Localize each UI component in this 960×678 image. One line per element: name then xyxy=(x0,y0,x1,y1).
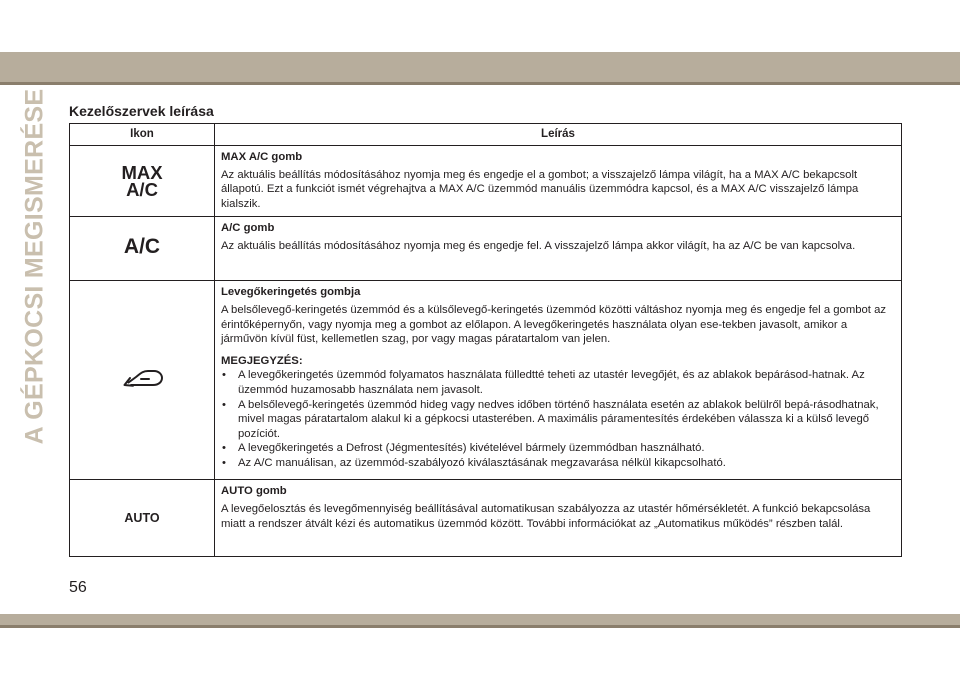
note-item: • A levegőkeringetés üzemmód folyamatos használata fülledtté teheti az utastér levegőjét, és az ablakok bepárásod-hatnak. Az üzemmód huzamosabb használata nem javasolt. xyxy=(221,368,895,397)
recirculation-note-list xyxy=(221,368,895,470)
recirculation-text: A belsőlevegő-keringetés üzemmód és a külsőlevegő-keringetés üzemmód közötti váltáshoz nyomja meg és engedje fel a gombot az érintőképernyőn, vagy nyomja meg a gombot az előlapon. A levegőkeringetés használata olyan ese-tekben javasolt, amikor a járművön kívül füst, kellemetlen szag, por vagy magas páratartalom van jelen. xyxy=(221,303,886,346)
header-description: Leírás xyxy=(215,124,902,146)
auto-text: A levegőelosztás és levegőmennyiség beállításával automatikusan szabályozza az utastér hőmérsékletét. A funkció bekapcsolása miatt a rendszer átvált kézi és automatikus üzemmód között. További információkat az „Automatikus működés” részben talál. xyxy=(221,502,871,530)
table-row-recirculation xyxy=(70,281,902,480)
ac-title: A/C gomb xyxy=(221,222,275,235)
max-ac-icon xyxy=(70,162,214,201)
header-icon: Ikon xyxy=(70,124,215,146)
note-item: • Az A/C manuálisan, az üzemmód-szabályozó kiválasztásának megzavarása nélkül kikapcsolható. xyxy=(221,456,895,471)
footer-band xyxy=(0,614,960,625)
table-row-ac xyxy=(70,217,902,281)
auto-icon-cell xyxy=(70,480,215,557)
recirculation-note-title: MEGJEGYZÉS: xyxy=(221,354,303,367)
header-rule xyxy=(0,82,960,85)
max-ac-icon-line-2: A/C xyxy=(126,179,158,201)
table-row-auto xyxy=(70,480,902,557)
ac-icon: A/C xyxy=(123,235,161,259)
note-item: • A levegőkeringetés a Defrost (Jégmentesítés) kivételével bármely üzemmódban használható. xyxy=(221,441,895,456)
page-number: 56 xyxy=(69,579,87,596)
chapter-side-title xyxy=(16,88,54,444)
recirculation-title: Levegőkeringetés gombja xyxy=(221,286,361,299)
recirculation-icon-cell xyxy=(70,281,215,480)
ac-text: Az aktuális beállítás módosításához nyomja meg és engedje fel. A visszajelző lámpa akkor világít, ha az A/C be van kapcsolva. xyxy=(221,239,856,252)
ac-icon-cell xyxy=(70,217,215,281)
section-title: Kezelőszervek leírása xyxy=(69,103,214,119)
table-row-max-ac xyxy=(70,146,902,217)
max-ac-description xyxy=(215,146,902,217)
max-ac-title: MAX A/C gomb xyxy=(221,151,303,163)
recirculation-description xyxy=(215,281,902,480)
max-ac-text: Az aktuális beállítás módosításához nyomja meg és engedje el a gombot; a visszajelző lámpa világít, ha a MAX A/C bekapcsolt állapotú. Ezt a funkciót ismét végrehajtva a MAX A/C üzemmód manuális üzemmódra kapcsol, és a MAX A/C visszajelző lámpa kialszik. xyxy=(221,168,859,210)
auto-description xyxy=(215,480,902,557)
note-item: • A belsőlevegő-keringetés üzemmód hideg vagy nedves időben történő használata esetén az ablakok belülről bepá-rásodhatnak, mivel magas páratartalom alakul ki a gépkocsi utasterében. A maximális páramentesítés érdekében válassza ki a külső levegő pozíciót. xyxy=(221,398,895,442)
header-band xyxy=(0,52,960,82)
footer-rule xyxy=(0,625,960,628)
auto-title: AUTO gomb xyxy=(221,485,287,498)
auto-icon: AUTO xyxy=(124,510,160,525)
table-header-row xyxy=(70,124,902,146)
max-ac-icon-cell xyxy=(70,146,215,217)
recirculation-icon xyxy=(118,367,166,389)
max-ac-icon-line-1: MAX xyxy=(121,162,163,184)
chapter-side-title-text: A GÉPKOCSI MEGISMERÉSE xyxy=(20,88,49,444)
controls-table xyxy=(69,123,902,557)
ac-description xyxy=(215,217,902,281)
